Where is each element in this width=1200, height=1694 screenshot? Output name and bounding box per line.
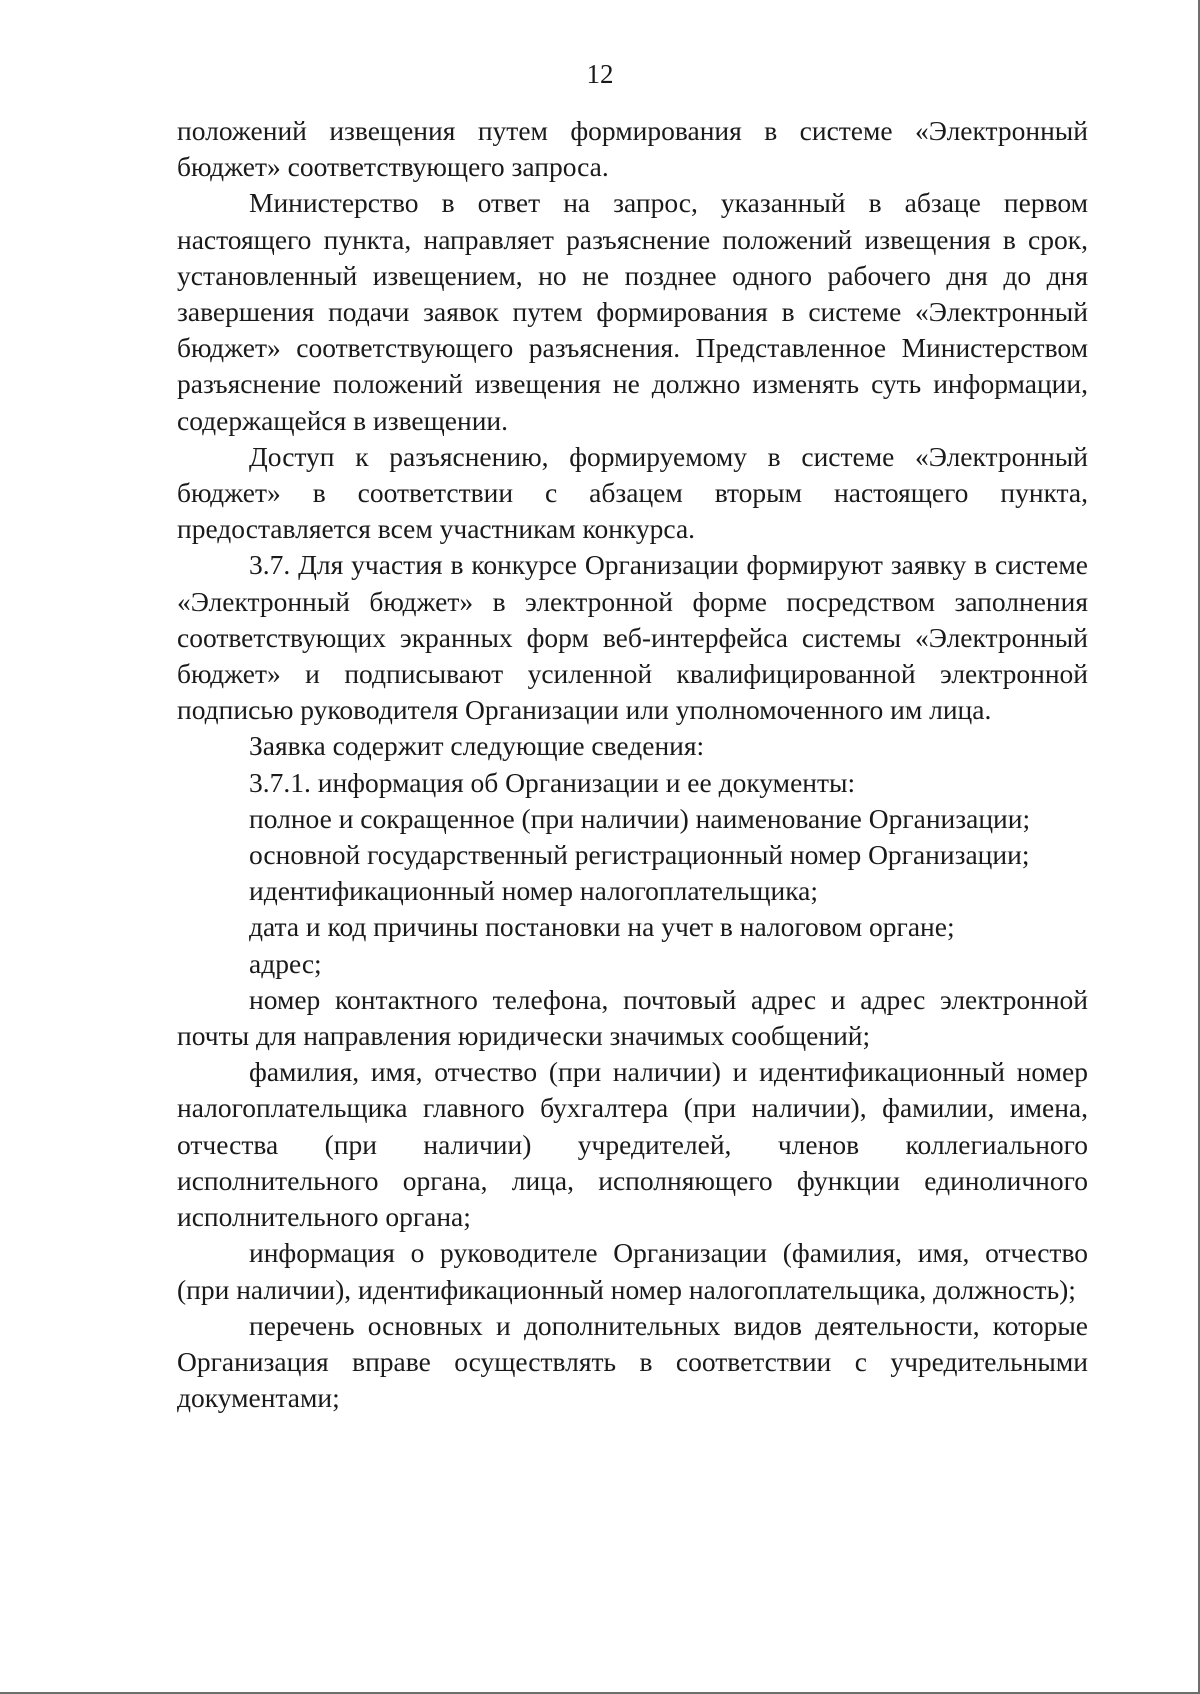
paragraph: Доступ к разъяснению, формируемому в системе «Электронный бюджет» в соответствии с абзацем вторым настоящего пункта, предоставляется всем участникам конкурса.	[177, 440, 1088, 545]
document-body	[177, 113, 1088, 1416]
paragraph: Министерство в ответ на запрос, указанный в абзаце первом настоящего пункта, направляет разъяснение положений извещения в срок, установленный извещением, но не позднее одного рабочего дня до дня завершения подачи заявок путем формирования в системе «Электронный бюджет» соответствующего разъяснения. Представленное Министерством разъяснение положений извещения не должно изменять суть информации, содержащейся в извещении.	[177, 187, 1088, 436]
paragraph-section-3-7-1: 3.7.1. информация об Организации и ее документы:	[249, 766, 856, 798]
list-item: информация о руководителе Организации (фамилия, имя, отчество (при наличии), идентификационный номер налогоплательщика, должность);	[177, 1237, 1088, 1305]
list-item: полное и сокращенное (при наличии) наименование Организации;	[249, 802, 1031, 834]
list-item: основной государственный регистрационный номер Организации;	[249, 839, 1030, 871]
list-item: фамилия, имя, отчество (при наличии) и идентификационный номер налогоплательщика главного бухгалтера (при наличии), фамилии, имена, отчества (при наличии) учредителей, членов коллегиального исполнительного органа, лица, исполняющего функции единоличного исполнительного органа;	[177, 1056, 1088, 1233]
paragraph: Заявка содержит следующие сведения:	[249, 730, 705, 762]
page-number: 12	[586, 59, 614, 89]
list-item: перечень основных и дополнительных видов деятельности, которые Организация вправе осуществлять в соответствии с учредительными документами;	[177, 1309, 1088, 1414]
list-item: адрес;	[249, 947, 322, 979]
list-item: номер контактного телефона, почтовый адрес и адрес электронной почты для направления юридически значимых сообщений;	[177, 983, 1088, 1052]
list-item: идентификационный номер налогоплательщика;	[249, 875, 819, 907]
list-item: дата и код причины постановки на учет в налоговом органе;	[249, 911, 955, 943]
paragraph: положений извещения путем формирования в системе «Электронный бюджет» соответствующего запроса.	[177, 115, 1088, 183]
paragraph-section-3-7: 3.7. Для участия в конкурсе Организации формируют заявку в системе «Электронный бюджет» в электронной форме посредством заполнения соответствующих экранных форм веб-интерфейса системы «Электронный бюджет» и подписывают усиленной квалифицированной электронной подписью руководителя Организации или уполномоченного им лица.	[177, 549, 1088, 726]
